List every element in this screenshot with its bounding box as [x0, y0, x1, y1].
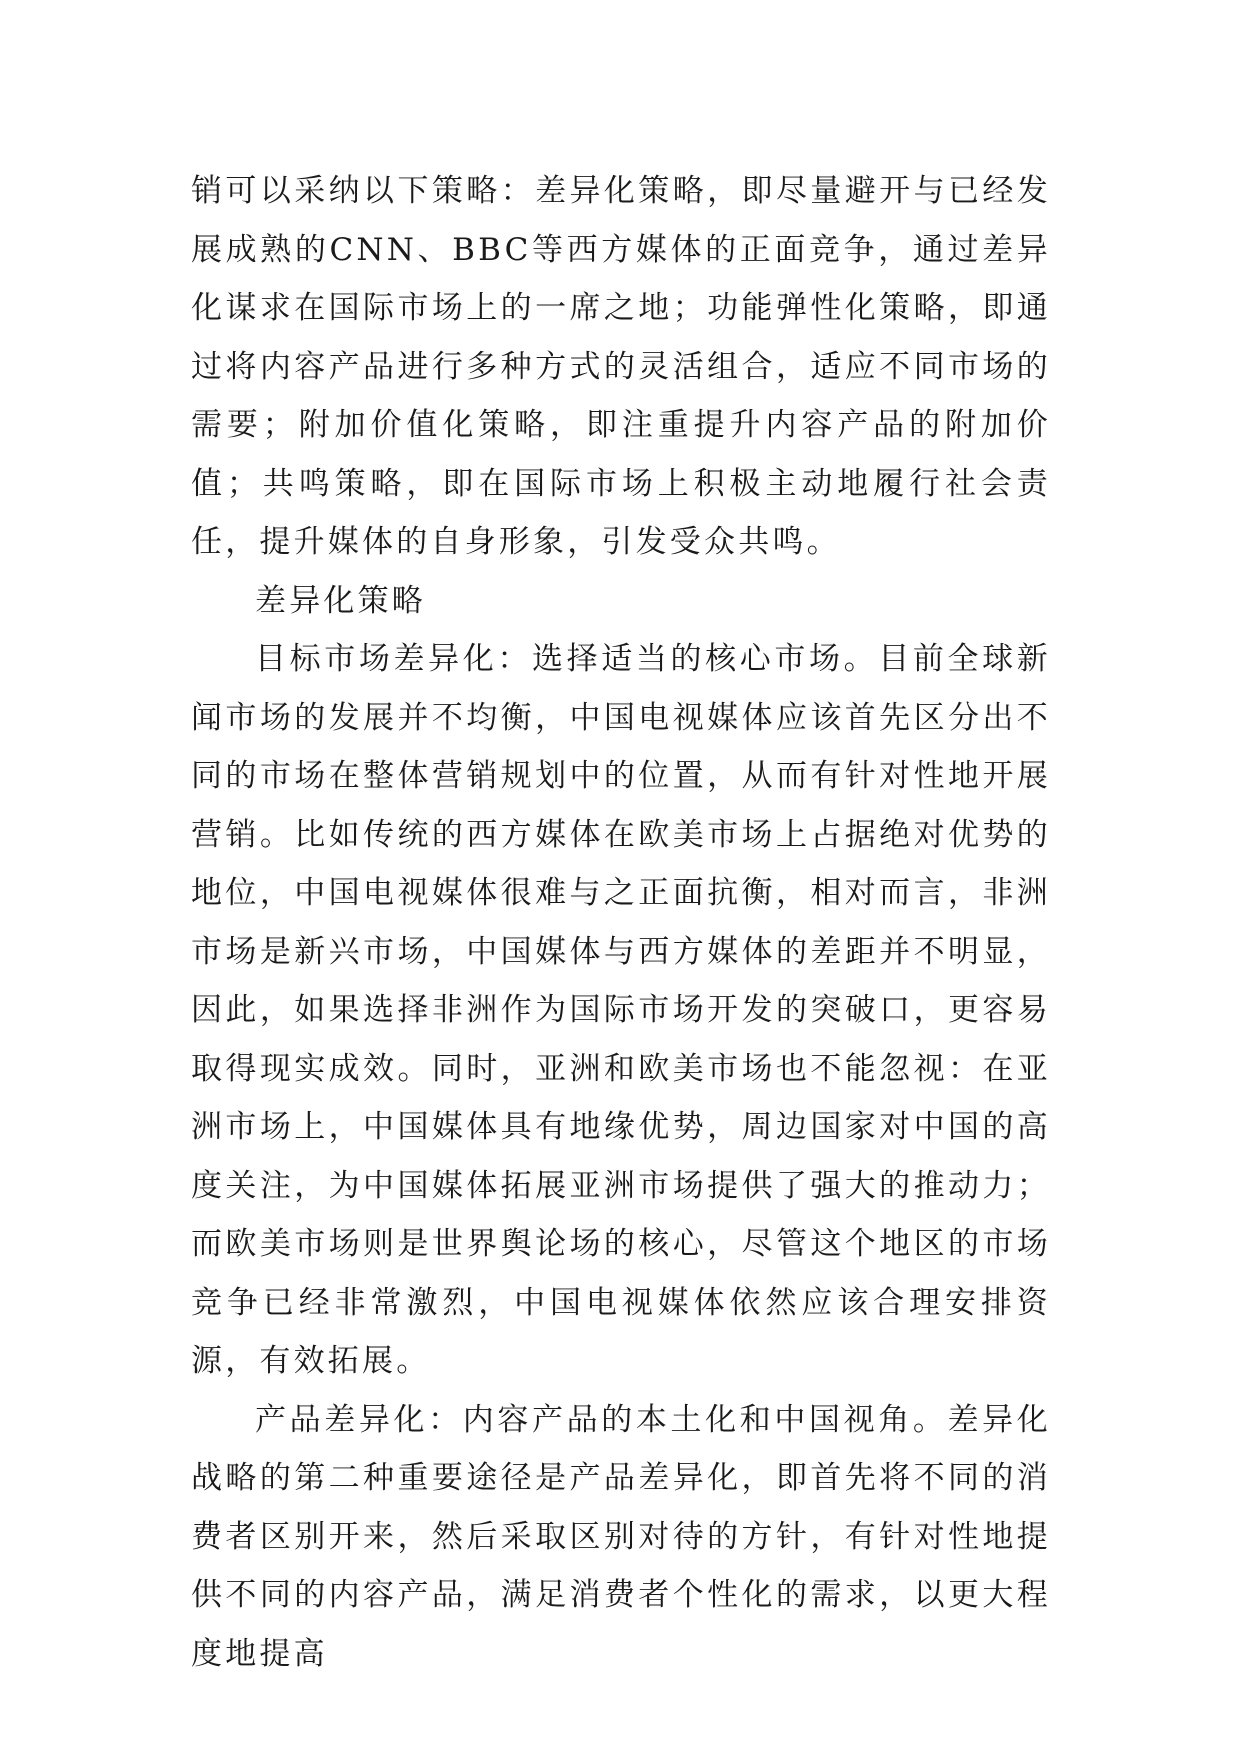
paragraph-target-market-differentiation: 目标市场差异化：选择适当的核心市场。目前全球新闻市场的发展并不均衡，中国电视媒体应该首先区分出不同的市场在整体营销规划中的位置，从而有针对性地开展营销。比如传统的西方媒体在欧美市场上占据绝对优势的地位，中国电视媒体很难与之正面抗衡，相对而言，非洲市场是新兴市场，中国媒体与西方媒体的差距并不明显，因此，如果选择非洲作为国际市场开发的突破口，更容易取得现实成效。同时，亚洲和欧美市场也不能忽视：在亚洲市场上，中国媒体具有地缘优势，周边国家对中国的高度关注，为中国媒体拓展亚洲市场提供了强大的推动力；而欧美市场则是世界舆论场的核心，尽管这个地区的市场竞争已经非常激烈，中国电视媒体依然应该合理安排资源，有效拓展。 [191, 641, 1051, 1379]
paragraph-strategies-continued: 销可以采纳以下策略：差异化策略，即尽量避开与已经发展成熟的CNN、BBC等西方媒体的正面竞争，通过差异化谋求在国际市场上的一席之地；功能弹性化策略，即通过将内容产品进行多种方式的灵活组合，适应不同市场的需要；附加价值化策略，即注重提升内容产品的附加价值；共鸣策略，即在国际市场上积极主动地履行社会责任，提升媒体的自身形象，引发受众共鸣。 [191, 173, 1051, 560]
document-body [191, 162, 1051, 1683]
section-heading-differentiation-strategy: 差异化策略 [255, 582, 426, 619]
paragraph-product-differentiation: 产品差异化：内容产品的本土化和中国视角。差异化战略的第二种重要途径是产品差异化，即首先将不同的消费者区别开来，然后采取区别对待的方针，有针对性地提供不同的内容产品，满足消费者个性化的需求，以更大程度地提高 [191, 1401, 1051, 1672]
